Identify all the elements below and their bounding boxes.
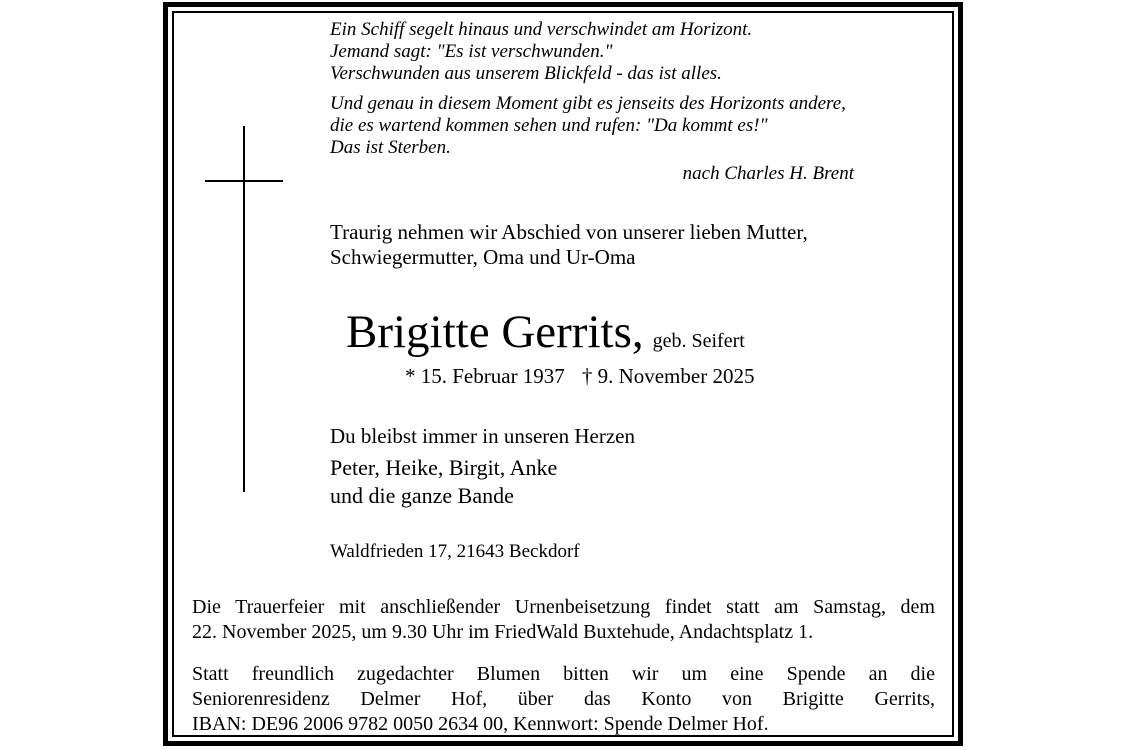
- donation-line: IBAN: DE96 2006 9782 0050 2634 00, Kennwort: Spende Delmer Hof.: [192, 713, 769, 735]
- deceased-name: Brigitte Gerrits,: [346, 306, 644, 358]
- funeral-line: Die Trauerfeier mit anschließender Urnenbeisetzung findet statt am Samstag, dem: [192, 596, 935, 618]
- obituary-notice-inner-frame: [172, 11, 954, 737]
- obituary-notice-frame: [163, 2, 963, 746]
- funeral-line: 22. November 2025, um 9.30 Uhr im FriedWald Buxtehude, Andachtsplatz 1.: [192, 621, 814, 643]
- poem-stanza: [330, 93, 854, 159]
- poem-line: Verschwunden aus unserem Blickfeld - das ist alles.: [330, 63, 722, 84]
- poem-line: Und genau in diesem Moment gibt es jenseits des Horizonts andere,: [330, 93, 846, 114]
- intro-line: Schwiegermutter, Oma und Ur-Oma: [330, 245, 636, 269]
- donation-line: Seniorenresidenz Delmer Hof, über das Konto von Brigitte Gerrits,: [192, 688, 935, 710]
- poem-line: Ein Schiff segelt hinaus und verschwindet am Horizont.: [330, 19, 753, 40]
- intro-block: [330, 220, 808, 270]
- death-date: † 9. November 2025: [581, 364, 755, 388]
- mourners-line: Peter, Heike, Birgit, Anke: [330, 455, 558, 480]
- maiden-name: geb. Seifert: [652, 330, 745, 352]
- funeral-paragraph: [192, 595, 935, 645]
- poem-line: Jemand sagt: "Es ist verschwunden.": [330, 41, 613, 62]
- deceased-name-row: [346, 307, 745, 357]
- birth-date: * 15. Februar 1937: [405, 364, 565, 388]
- poem-line: Das ist Sterben.: [330, 137, 451, 158]
- donation-line: Statt freundlich zugedachter Blumen bitten wir um eine Spende an die: [192, 663, 935, 685]
- poem-stanza: [330, 19, 854, 85]
- cross-icon: [174, 13, 334, 513]
- donation-paragraph: [192, 662, 935, 737]
- farewell-text: Du bleibst immer in unseren Herzen: [330, 424, 635, 448]
- cross-horizontal-bar: [205, 180, 283, 182]
- poem-line: die es wartend kommen sehen und rufen: "Da kommt es!": [330, 115, 768, 136]
- life-dates: [405, 364, 754, 388]
- mourners-line: und die ganze Bande: [330, 483, 514, 508]
- intro-line: Traurig nehmen wir Abschied von unserer lieben Mutter,: [330, 220, 808, 244]
- address-text: Waldfrieden 17, 21643 Beckdorf: [330, 541, 580, 562]
- poem-block: [330, 19, 854, 185]
- mourners-block: [330, 454, 557, 510]
- poem-attribution: nach Charles H. Brent: [682, 163, 854, 184]
